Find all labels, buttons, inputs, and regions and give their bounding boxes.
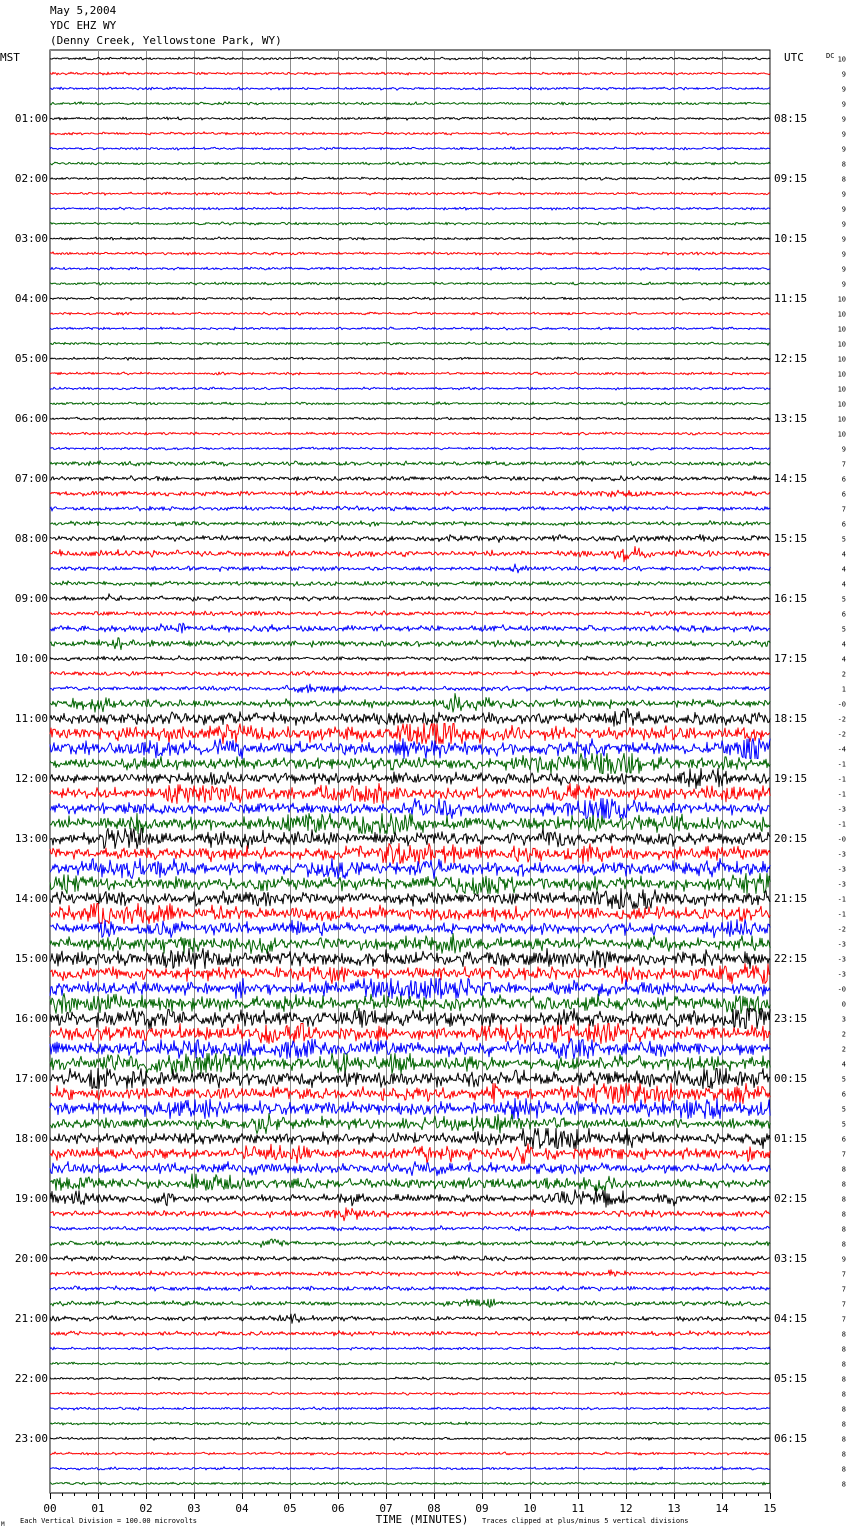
utc-hour-label: 10:15 bbox=[774, 232, 808, 245]
dc-offset-label: 7 bbox=[841, 505, 846, 514]
seismic-trace bbox=[50, 1054, 770, 1074]
utc-hour-label: 22:15 bbox=[774, 952, 808, 965]
dc-offset-label: 10 bbox=[837, 400, 846, 409]
utc-hour-label: 18:15 bbox=[774, 712, 808, 725]
utc-hour-label: 13:15 bbox=[774, 412, 808, 425]
mst-hour-label: 15:00 bbox=[14, 952, 48, 965]
mst-hour-label: 04:00 bbox=[14, 292, 48, 305]
dc-offset-label: 9 bbox=[841, 100, 846, 109]
seismic-trace bbox=[50, 102, 770, 105]
seismic-trace bbox=[50, 1286, 770, 1291]
dc-offset-label: 8 bbox=[841, 1180, 846, 1189]
x-tick-label: 10 bbox=[523, 1502, 537, 1515]
corner-mark: M bbox=[1, 1521, 5, 1528]
dc-offset-label: -3 bbox=[837, 805, 846, 814]
seismic-trace bbox=[50, 1256, 770, 1261]
seismic-trace bbox=[50, 1437, 770, 1440]
seismic-trace bbox=[50, 1084, 770, 1104]
seismic-trace bbox=[50, 237, 770, 240]
dc-offset-label: 9 bbox=[841, 145, 846, 154]
seismic-trace bbox=[50, 267, 770, 270]
mst-hour-label: 16:00 bbox=[14, 1012, 48, 1025]
seismic-trace bbox=[50, 1208, 770, 1221]
dc-offset-label: 6 bbox=[841, 1135, 846, 1144]
dc-offset-label: 9 bbox=[841, 280, 846, 289]
mst-hour-label: 21:00 bbox=[14, 1312, 48, 1325]
seismic-trace bbox=[50, 147, 770, 150]
dc-offset-label: -2 bbox=[837, 730, 846, 739]
seismic-trace bbox=[50, 638, 770, 650]
dc-offset-label: 10 bbox=[837, 325, 846, 334]
x-axis-title: TIME (MINUTES) bbox=[375, 1513, 469, 1526]
dc-offset-label: 7 bbox=[841, 460, 846, 469]
dc-offset-label: -1 bbox=[837, 775, 846, 784]
x-tick-label: 06 bbox=[331, 1502, 345, 1515]
dc-offset-label: 6 bbox=[841, 475, 846, 484]
x-tick-label: 01 bbox=[91, 1502, 105, 1515]
dc-offset-label: 7 bbox=[841, 1315, 846, 1324]
utc-hour-label: 20:15 bbox=[774, 832, 808, 845]
dc-offset-label: 9 bbox=[841, 445, 846, 454]
dc-offset-label: 9 bbox=[841, 220, 846, 229]
seismic-trace bbox=[50, 222, 770, 225]
dc-offset-label: 9 bbox=[841, 85, 846, 94]
dc-offset-label: 10 bbox=[837, 295, 846, 304]
clip-note: Traces clipped at plus/minus 5 vertical divisions bbox=[482, 1517, 689, 1525]
seismic-trace bbox=[50, 754, 770, 774]
dc-offset-label: 2 bbox=[841, 670, 846, 679]
seismic-trace bbox=[50, 357, 770, 360]
utc-hour-label: 15:15 bbox=[774, 532, 808, 545]
dc-offset-label: -0 bbox=[837, 700, 846, 709]
dc-offset-label: -3 bbox=[837, 955, 846, 964]
dc-offset-label: 10 bbox=[837, 370, 846, 379]
seismic-trace bbox=[50, 447, 770, 450]
dc-offset-label: -3 bbox=[837, 865, 846, 874]
dc-offset-label: 9 bbox=[841, 115, 846, 124]
seismic-trace bbox=[50, 709, 770, 727]
dc-offset-label: 0 bbox=[841, 1000, 846, 1009]
dc-offset-label: 9 bbox=[841, 265, 846, 274]
dc-offset-label: 4 bbox=[841, 1060, 846, 1069]
utc-hour-label: 12:15 bbox=[774, 352, 808, 365]
mst-hour-label: 20:00 bbox=[14, 1252, 48, 1265]
seismic-trace bbox=[50, 1270, 770, 1277]
dc-offset-label: 9 bbox=[841, 130, 846, 139]
seismic-trace bbox=[50, 934, 770, 954]
seismic-trace bbox=[50, 1174, 770, 1192]
dc-offset-label: -1 bbox=[837, 910, 846, 919]
seismic-trace bbox=[50, 402, 770, 405]
seismic-trace bbox=[50, 904, 770, 924]
dc-offset-label: 8 bbox=[841, 1435, 846, 1444]
seismic-trace bbox=[50, 1239, 770, 1247]
right-axis-title: UTC bbox=[784, 51, 804, 64]
dc-offset-label: 10 bbox=[837, 310, 846, 319]
seismic-trace bbox=[50, 1299, 770, 1307]
x-tick-label: 04 bbox=[235, 1502, 249, 1515]
x-tick-label: 09 bbox=[475, 1502, 489, 1515]
seismic-trace bbox=[50, 1452, 770, 1455]
dc-offset-label: -3 bbox=[837, 970, 846, 979]
seismic-trace bbox=[50, 57, 770, 60]
dc-offset-label: 10 bbox=[837, 55, 846, 64]
dc-offset-label: 8 bbox=[841, 1360, 846, 1369]
x-tick-label: 08 bbox=[427, 1502, 441, 1515]
dc-offset-label: 9 bbox=[841, 235, 846, 244]
x-tick-label: 00 bbox=[43, 1502, 57, 1515]
mst-hour-label: 06:00 bbox=[14, 412, 48, 425]
utc-hour-label: 04:15 bbox=[774, 1312, 808, 1325]
utc-hour-label: 05:15 bbox=[774, 1372, 808, 1385]
mst-hour-label: 12:00 bbox=[14, 772, 48, 785]
dc-offset-label: -2 bbox=[837, 925, 846, 934]
dc-offset-label: 1 bbox=[841, 685, 846, 694]
seismic-trace bbox=[50, 671, 770, 677]
dc-offset-label: 10 bbox=[837, 355, 846, 364]
seismic-trace bbox=[50, 979, 770, 999]
seismic-trace bbox=[50, 1099, 770, 1119]
seismic-trace bbox=[50, 1331, 770, 1336]
dc-offset-label: 4 bbox=[841, 640, 846, 649]
utc-hour-label: 01:15 bbox=[774, 1132, 808, 1145]
dc-offset-label: 6 bbox=[841, 1090, 846, 1099]
mst-hour-label: 07:00 bbox=[14, 472, 48, 485]
dc-offset-label: 6 bbox=[841, 610, 846, 619]
scale-note: Each Vertical Division = 100.00 microvolts bbox=[20, 1517, 198, 1525]
mst-hour-label: 13:00 bbox=[14, 832, 48, 845]
dc-offset-label: 5 bbox=[841, 1120, 846, 1129]
x-tick-label: 05 bbox=[283, 1502, 297, 1515]
utc-hour-label: 03:15 bbox=[774, 1252, 808, 1265]
dc-offset-label: 7 bbox=[841, 1300, 846, 1309]
dc-offset-label: -0 bbox=[837, 985, 846, 994]
seismic-trace bbox=[50, 342, 770, 345]
dc-offset-label: 5 bbox=[841, 535, 846, 544]
seismic-trace bbox=[50, 1392, 770, 1395]
seismic-trace bbox=[50, 1362, 770, 1365]
utc-hour-label: 02:15 bbox=[774, 1192, 808, 1205]
mst-hour-label: 22:00 bbox=[14, 1372, 48, 1385]
seismic-trace bbox=[50, 417, 770, 420]
dc-offset-label: -1 bbox=[837, 820, 846, 829]
seismic-trace bbox=[50, 656, 770, 661]
dc-offset-label: 7 bbox=[841, 1285, 846, 1294]
seismic-trace bbox=[50, 1129, 770, 1149]
seismic-trace bbox=[50, 1314, 770, 1323]
seismic-trace bbox=[50, 1422, 770, 1425]
seismic-trace bbox=[50, 297, 770, 300]
dc-offset-label: 8 bbox=[841, 1345, 846, 1354]
plot-frame bbox=[50, 50, 770, 1493]
seismic-trace bbox=[50, 964, 770, 984]
dc-offset-label: 10 bbox=[837, 415, 846, 424]
dc-offset-label: 8 bbox=[841, 1225, 846, 1234]
seismic-trace bbox=[50, 949, 770, 969]
seismic-trace bbox=[50, 769, 770, 789]
seismic-trace bbox=[50, 889, 770, 909]
dc-offset-label: 8 bbox=[841, 1480, 846, 1489]
dc-offset-label: 8 bbox=[841, 1465, 846, 1474]
seismic-trace bbox=[50, 581, 770, 586]
x-tick-label: 15 bbox=[763, 1502, 777, 1515]
dc-offset-label: 8 bbox=[841, 1210, 846, 1219]
dc-offset-label: 4 bbox=[841, 655, 846, 664]
seismic-trace bbox=[50, 177, 770, 180]
dc-offset-label: 9 bbox=[841, 250, 846, 259]
mst-hour-label: 23:00 bbox=[14, 1432, 48, 1445]
dc-offset-label: 2 bbox=[841, 1045, 846, 1054]
seismic-trace bbox=[50, 1226, 770, 1232]
dc-offset-label: -1 bbox=[837, 790, 846, 799]
dc-offset-label: 5 bbox=[841, 1105, 846, 1114]
seismic-trace bbox=[50, 1482, 770, 1485]
seismic-trace bbox=[50, 859, 770, 879]
dc-header-label: DC bbox=[826, 52, 835, 60]
seismic-trace bbox=[50, 327, 770, 331]
dc-offset-label: 7 bbox=[841, 1150, 846, 1159]
seismic-trace bbox=[50, 521, 770, 527]
dc-offset-label: 9 bbox=[841, 1255, 846, 1264]
header-station: YDC EHZ WY bbox=[50, 19, 117, 32]
seismic-trace bbox=[50, 87, 770, 90]
utc-hour-label: 09:15 bbox=[774, 172, 808, 185]
seismic-trace bbox=[50, 312, 770, 315]
dc-offset-label: 8 bbox=[841, 1390, 846, 1399]
utc-hour-label: 16:15 bbox=[774, 592, 808, 605]
seismic-trace bbox=[50, 1467, 770, 1470]
seismic-trace bbox=[50, 117, 770, 120]
seismic-trace bbox=[50, 1069, 770, 1089]
dc-offset-label: 10 bbox=[837, 430, 846, 439]
dc-offset-label: 8 bbox=[841, 1405, 846, 1414]
seismic-trace bbox=[50, 564, 770, 573]
mst-hour-label: 17:00 bbox=[14, 1072, 48, 1085]
seismic-trace bbox=[50, 1114, 770, 1134]
seismic-trace bbox=[50, 162, 770, 165]
seismic-trace bbox=[50, 72, 770, 75]
x-tick-label: 14 bbox=[715, 1502, 729, 1515]
dc-offset-label: -3 bbox=[837, 940, 846, 949]
dc-offset-label: -3 bbox=[837, 850, 846, 859]
dc-offset-label: 7 bbox=[841, 1270, 846, 1279]
seismic-trace bbox=[50, 490, 770, 497]
dc-offset-label: 3 bbox=[841, 1015, 846, 1024]
seismic-trace bbox=[50, 684, 770, 693]
dc-offset-label: 10 bbox=[837, 385, 846, 394]
utc-hour-label: 17:15 bbox=[774, 652, 808, 665]
dc-offset-label: 9 bbox=[841, 205, 846, 214]
minute-gridlines bbox=[50, 50, 771, 1499]
seismic-trace bbox=[50, 1009, 770, 1029]
x-tick-label: 12 bbox=[619, 1502, 633, 1515]
header-location: (Denny Creek, Yellowstone Park, WY) bbox=[50, 34, 282, 47]
dc-offset-label: 6 bbox=[841, 490, 846, 499]
seismic-trace bbox=[50, 132, 770, 135]
seismic-trace bbox=[50, 1144, 770, 1164]
mst-hour-label: 03:00 bbox=[14, 232, 48, 245]
dc-offset-label: 2 bbox=[841, 1030, 846, 1039]
dc-offset-label: -4 bbox=[837, 745, 846, 754]
dc-offset-label: 4 bbox=[841, 580, 846, 589]
utc-hour-label: 19:15 bbox=[774, 772, 808, 785]
dc-offset-label: 5 bbox=[841, 595, 846, 604]
x-tick-label: 02 bbox=[139, 1502, 153, 1515]
dc-offset-label: 8 bbox=[841, 1420, 846, 1429]
seismic-trace bbox=[50, 784, 770, 804]
seismic-trace bbox=[50, 547, 770, 562]
seismic-trace bbox=[50, 192, 770, 195]
mst-hour-label: 05:00 bbox=[14, 352, 48, 365]
dc-offset-label: -1 bbox=[837, 895, 846, 904]
dc-offset-label: 8 bbox=[841, 1165, 846, 1174]
utc-hour-label: 11:15 bbox=[774, 292, 808, 305]
seismic-trace bbox=[50, 1189, 770, 1208]
dc-offset-label: 8 bbox=[841, 1240, 846, 1249]
seismic-trace bbox=[50, 844, 770, 864]
dc-offset-label: 4 bbox=[841, 550, 846, 559]
seismic-traces bbox=[50, 57, 770, 1485]
seismic-trace bbox=[50, 1024, 770, 1044]
utc-hour-label: 23:15 bbox=[774, 1012, 808, 1025]
mst-hour-label: 08:00 bbox=[14, 532, 48, 545]
left-axis-title: MST bbox=[0, 51, 20, 64]
dc-offset-label: 9 bbox=[841, 70, 846, 79]
dc-offset-label: 5 bbox=[841, 625, 846, 634]
seismic-trace bbox=[50, 1377, 770, 1380]
seismic-trace bbox=[50, 594, 770, 601]
utc-hour-label: 08:15 bbox=[774, 112, 808, 125]
seismic-trace bbox=[50, 611, 770, 617]
seismic-trace bbox=[50, 387, 770, 390]
utc-hour-label: 00:15 bbox=[774, 1072, 808, 1085]
seismic-trace bbox=[50, 920, 770, 938]
dc-offset-label: 8 bbox=[841, 1375, 846, 1384]
dc-offset-label: 10 bbox=[837, 340, 846, 349]
seismic-trace bbox=[50, 207, 770, 210]
dc-offset-label: 4 bbox=[841, 565, 846, 574]
dc-offset-label: -2 bbox=[837, 715, 846, 724]
x-tick-label: 11 bbox=[571, 1502, 585, 1515]
seismic-trace bbox=[50, 476, 770, 482]
header-date: May 5,2004 bbox=[50, 4, 117, 17]
mst-hour-label: 10:00 bbox=[14, 652, 48, 665]
mst-hour-label: 19:00 bbox=[14, 1192, 48, 1205]
x-tick-label: 13 bbox=[667, 1502, 681, 1515]
mst-hour-label: 14:00 bbox=[14, 892, 48, 905]
seismic-trace bbox=[50, 1347, 770, 1350]
mst-hour-label: 09:00 bbox=[14, 592, 48, 605]
seismic-trace bbox=[50, 694, 770, 713]
axis-labels bbox=[0, 51, 846, 1528]
x-tick-label: 07 bbox=[379, 1502, 393, 1515]
mst-hour-label: 01:00 bbox=[14, 112, 48, 125]
seismic-trace bbox=[50, 535, 770, 543]
dc-offset-label: 8 bbox=[841, 175, 846, 184]
mst-hour-label: 18:00 bbox=[14, 1132, 48, 1145]
utc-hour-label: 14:15 bbox=[774, 472, 808, 485]
seismic-trace bbox=[50, 506, 770, 511]
seismic-trace bbox=[50, 461, 770, 466]
dc-offset-label: 6 bbox=[841, 520, 846, 529]
dc-offset-label: 5 bbox=[841, 1075, 846, 1084]
dc-offset-label: 8 bbox=[841, 160, 846, 169]
seismic-trace bbox=[50, 814, 770, 834]
dc-offset-label: 8 bbox=[841, 1450, 846, 1459]
dc-offset-label: 9 bbox=[841, 190, 846, 199]
seismic-trace bbox=[50, 1162, 770, 1176]
dc-offset-label: -0 bbox=[837, 835, 846, 844]
dc-offset-label: -1 bbox=[837, 760, 846, 769]
seismic-trace bbox=[50, 432, 770, 435]
dc-offset-label: -3 bbox=[837, 880, 846, 889]
seismic-trace bbox=[50, 623, 770, 633]
seismic-trace bbox=[50, 994, 770, 1014]
x-tick-label: 03 bbox=[187, 1502, 201, 1515]
seismic-trace bbox=[50, 372, 770, 375]
seismic-trace bbox=[50, 1407, 770, 1410]
dc-offset-label: 8 bbox=[841, 1330, 846, 1339]
mst-hour-label: 11:00 bbox=[14, 712, 48, 725]
seismic-trace bbox=[50, 724, 770, 744]
seismic-trace bbox=[50, 282, 770, 285]
seismic-trace bbox=[50, 874, 770, 894]
seismic-trace bbox=[50, 739, 770, 759]
utc-hour-label: 06:15 bbox=[774, 1432, 808, 1445]
dc-offset-label: 8 bbox=[841, 1195, 846, 1204]
mst-hour-label: 02:00 bbox=[14, 172, 48, 185]
utc-hour-label: 21:15 bbox=[774, 892, 808, 905]
seismic-trace bbox=[50, 252, 770, 255]
